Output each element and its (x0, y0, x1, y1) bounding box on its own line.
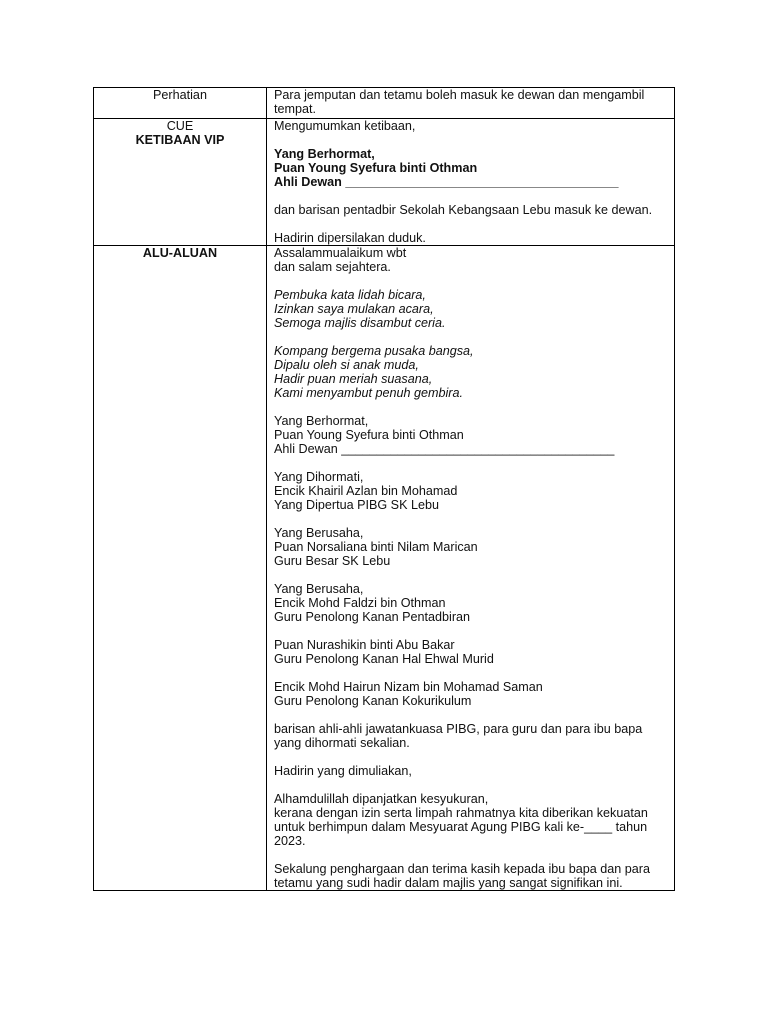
entry-text: dan barisan pentadbir Sekolah Kebangsaan Lebu masuk ke dewan. (274, 203, 653, 217)
dignitary-line: Puan Nurashikin binti Abu Bakar (274, 638, 455, 652)
cue-tag: CUE (166, 119, 194, 133)
script-cell (267, 246, 675, 891)
vip-title: Ahli Dewan _______________________________________ (274, 175, 619, 189)
cue-label: KETIBAAN VIP (135, 133, 225, 147)
seated-text: Hadirin dipersilakan duduk. (274, 231, 426, 245)
table-row-perhatian (94, 88, 675, 119)
closing-text: Sekalung penghargaan dan terima kasih kepada ibu bapa dan para tetamu yang sudi hadir dalam majlis yang sangat signifikan ini. (274, 862, 650, 890)
table-row-ketibaan-vip (94, 119, 675, 246)
cue-cell (94, 246, 267, 891)
dignitary-line: Yang Berusaha, (274, 526, 364, 540)
dignitary-line: Puan Young Syefura binti Othman (274, 428, 464, 442)
announce-text: Mengumumkan ketibaan, (274, 119, 416, 133)
pantun-line: Hadir puan meriah suasana, (274, 372, 433, 386)
event-script-table (93, 87, 675, 891)
table-row-alu-aluan (94, 246, 675, 891)
dignitary-line: Guru Penolong Kanan Hal Ehwal Murid (274, 652, 494, 666)
script-cell (267, 119, 675, 246)
dignitary-line: Yang Dihormati, (274, 470, 364, 484)
dignitary-line: Guru Penolong Kanan Pentadbiran (274, 610, 471, 624)
cue-cell (94, 119, 267, 246)
dignitary-line: Yang Berhormat, (274, 414, 369, 428)
dignitary-line: Guru Besar SK Lebu (274, 554, 391, 568)
honoured-text: Hadirin yang dimuliakan, (274, 764, 412, 778)
vip-honorific: Yang Berhormat, (274, 147, 375, 161)
greeting-line: dan salam sejahtera. (274, 260, 391, 274)
pantun-line: Pembuka kata lidah bicara, (274, 288, 426, 302)
dignitary-line: Yang Dipertua PIBG SK Lebu (274, 498, 439, 512)
dignitary-line: Encik Khairil Azlan bin Mohamad (274, 484, 458, 498)
pantun-line: Dipalu oleh si anak muda, (274, 358, 419, 372)
dignitary-line: Guru Penolong Kanan Kokurikulum (274, 694, 472, 708)
audience-text: barisan ahli-ahli jawatankuasa PIBG, para guru dan para ibu bapa yang dihormati sekalian. (274, 722, 643, 750)
pantun-line: Kami menyambut penuh gembira. (274, 386, 464, 400)
vip-name: Puan Young Syefura binti Othman (274, 161, 478, 175)
dignitary-line: Encik Mohd Hairun Nizam bin Mohamad Saman (274, 680, 543, 694)
instruction-text: Para jemputan dan tetamu boleh masuk ke dewan dan mengambil tempat. (274, 88, 645, 116)
pantun-line: Semoga majlis disambut ceria. (274, 316, 446, 330)
dignitary-line: Encik Mohd Faldzi bin Othman (274, 596, 446, 610)
gratitude-body: kerana dengan izin serta limpah rahmatnya kita diberikan kekuatan untuk berhimpun dalam Mesyuarat Agung PIBG kali ke-____ tahun 2023. (274, 806, 648, 848)
cue-cell (94, 88, 267, 119)
cue-label: Perhatian (153, 88, 207, 102)
greeting-line: Assalammualaikum wbt (274, 246, 407, 260)
pantun-line: Kompang bergema pusaka bangsa, (274, 344, 474, 358)
gratitude-line: Alhamdulillah dipanjatkan kesyukuran, (274, 792, 489, 806)
pantun-line: Izinkan saya mulakan acara, (274, 302, 434, 316)
dignitary-line: Ahli Dewan _______________________________________ (274, 442, 615, 456)
dignitary-line: Puan Norsaliana binti Nilam Marican (274, 540, 478, 554)
cue-label: ALU-ALUAN (142, 246, 218, 260)
script-cell (267, 88, 675, 119)
dignitary-line: Yang Berusaha, (274, 582, 364, 596)
